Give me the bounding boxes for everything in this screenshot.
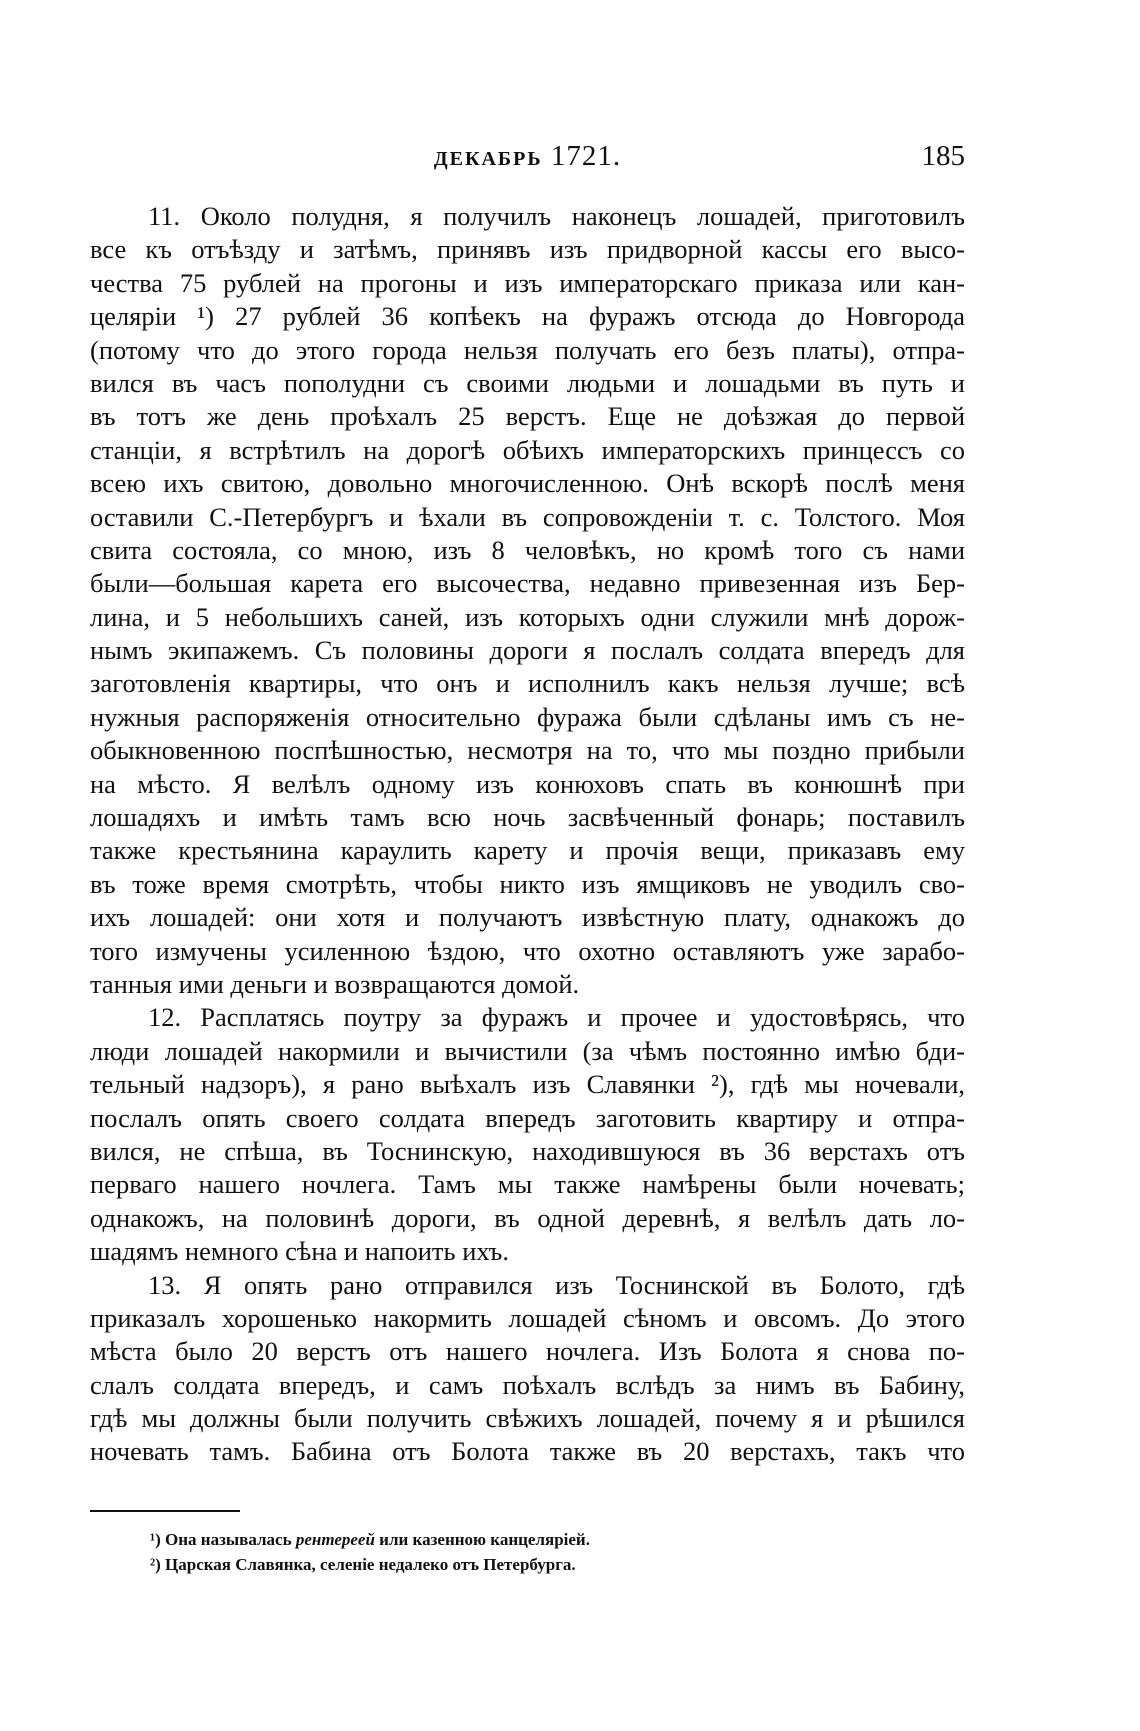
paragraph-13 [90, 1269, 965, 1469]
footnote-divider [90, 1510, 240, 1512]
text-line: обыкновенною поспѣшностью, несмотря на то, что мы поздно прибыли [90, 735, 965, 766]
text-line: целяріи ¹) 27 рублей 36 копѣекъ на фуражъ отсюда до Новгорода [90, 301, 965, 332]
text-line: того измучены усиленною ѣздою, что охотно оставляютъ уже зарабо- [90, 935, 965, 966]
text-line: приказалъ хорошенько накормить лошадей сѣномъ и овсомъ. До этого [90, 1302, 965, 1333]
footnote-text: Она называлась [165, 1530, 292, 1549]
text-line: ихъ лошадей: они хотя и получаютъ извѣстную плату, однакожъ до [90, 902, 965, 933]
text-line: танныя ими деньги и возвращаются домой. [90, 968, 580, 999]
footnotes [150, 1527, 965, 1577]
running-title [90, 140, 965, 173]
paragraph-11 [90, 200, 965, 1001]
text-line: также крестьянина караулить карету и прочія вещи, приказавъ ему [90, 835, 965, 866]
header-year: 1721. [550, 140, 622, 172]
text-line: однакожъ, на половинѣ дороги, въ одной деревнѣ, я велѣлъ дать ло- [90, 1202, 965, 1233]
text-line: нужныя распоряженія относительно фуража были сдѣланы имъ съ не- [90, 701, 965, 732]
text-line: въ тотъ же день проѣхалъ 25 верстъ. Еще не доѣзжая до первой [90, 401, 965, 432]
text-line: всею ихъ свитою, довольно многочисленною. Онѣ вскорѣ послѣ меня [90, 468, 965, 499]
text-line: 11. Около полудня, я получилъ наконецъ лошадей, приготовилъ [148, 201, 965, 231]
text-line: 13. Я опять рано отправился изъ Тоснинской въ Болото, гдѣ [148, 1269, 965, 1300]
text-line: послалъ опять своего солдата впередъ заготовить квартиру и отпра- [90, 1102, 965, 1133]
text-line: 12. Расплатясь поутру за фуражъ и прочее и удостовѣрясь, что [148, 1002, 965, 1033]
text-line: ночевать тамъ. Бабина отъ Болота также въ 20 верстахъ, такъ что [90, 1436, 965, 1467]
text-line: слалъ солдата впередъ, и самъ поѣхалъ вслѣдъ за нимъ въ Бабину, [90, 1369, 965, 1400]
text-line: лина, и 5 небольшихъ саней, изъ которыхъ одни служили мнѣ дорож- [90, 601, 965, 632]
footnote-number: ²) [150, 1555, 161, 1574]
text-line: были—большая карета его высочества, недавно привезенная изъ Бер- [90, 568, 965, 599]
footnote-text: Царская Славянка, селеніе недалеко отъ Петербурга. [165, 1555, 576, 1574]
page-number: 185 [921, 140, 965, 172]
text-line: въ тоже время смотрѣть, чтобы никто изъ ямщиковъ не уводилъ сво- [90, 868, 965, 899]
footnote-text: или казенною канцеляріей. [379, 1530, 590, 1549]
text-line: вился въ часъ пополудни съ своими людьми и лошадьми въ путь и [90, 367, 965, 398]
text-line: люди лошадей накормили и вычистили (за чѣмъ постоянно имѣю бди- [90, 1035, 965, 1066]
text-line: чества 75 рублей на прогоны и изъ императорскаго приказа или кан- [90, 267, 965, 298]
text-line: заготовленія квартиры, что онъ и исполнилъ какъ нельзя лучше; всѣ [90, 668, 965, 699]
running-header [90, 140, 965, 180]
footnote-number: ¹) [150, 1530, 161, 1549]
text-line: (потому что до этого города нельзя получать его безъ платы), отпра- [90, 334, 965, 365]
text-line: лошадяхъ и имѣть тамъ всю ночь засвѣченный фонарь; поставилъ [90, 802, 965, 833]
text-line: оставили С.-Петербургъ и ѣхали въ сопровожденіи т. с. Толстого. Моя [90, 501, 965, 532]
text-line: все къ отъѣзду и затѣмъ, принявъ изъ придворной кассы его высо- [90, 234, 965, 265]
paragraph-12 [90, 1001, 965, 1268]
text-line: мѣста было 20 верстъ отъ нашего ночлега. Изъ Болота я снова по- [90, 1336, 965, 1367]
footnote-1 [150, 1527, 965, 1552]
text-line: перваго нашего ночлега. Тамъ мы также намѣрены были ночевать; [90, 1169, 965, 1200]
text-line: тельный надзоръ), я рано выѣхалъ изъ Славянки ²), гдѣ мы ночевали, [90, 1069, 965, 1100]
text-line: станціи, я встрѣтилъ на дорогѣ обѣихъ императорскихъ принцессъ со [90, 434, 965, 465]
header-month: ДЕКАБРЬ [433, 148, 543, 170]
footnote-italic-term: рентереей [295, 1530, 375, 1549]
text-line: свита состояла, со мною, изъ 8 человѣкъ, но кромѣ того съ нами [90, 534, 965, 565]
text-line: вился, не спѣша, въ Тоснинскую, находившуюся въ 36 верстахъ отъ [90, 1135, 965, 1166]
text-line: гдѣ мы должны были получить свѣжихъ лошадей, почему я и рѣшился [90, 1403, 965, 1434]
body-text [90, 200, 965, 1469]
text-line: нымъ экипажемъ. Съ половины дороги я послалъ солдата впередъ для [90, 635, 965, 666]
text-line: на мѣсто. Я велѣлъ одному изъ конюховъ спать въ конюшнѣ при [90, 768, 965, 799]
text-line: шадямъ немного сѣна и напоить ихъ. [90, 1236, 509, 1267]
footnote-2 [150, 1552, 965, 1577]
